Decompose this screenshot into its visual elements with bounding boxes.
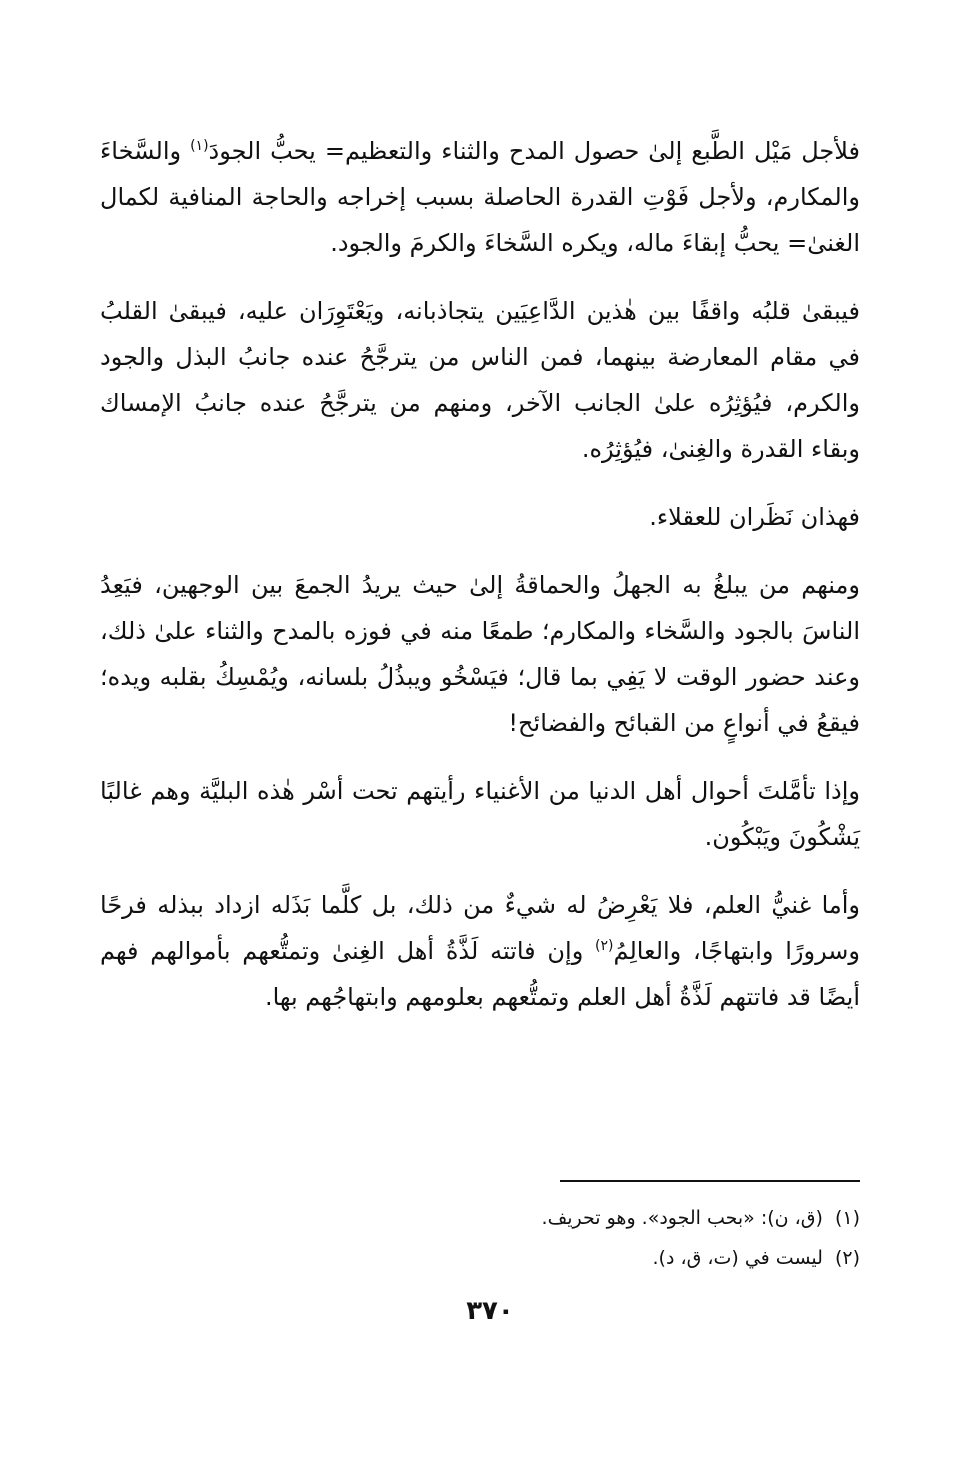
- footnote-2-number: (٢): [834, 1247, 860, 1269]
- paragraph-3: فهذان نَظَران للعقلاء.: [649, 503, 860, 531]
- footnote-1-text: (ق، ن): «بحب الجود». وهو تحريف.: [541, 1207, 823, 1229]
- footnote-2-text: ليست في (ت، ق، د).: [652, 1247, 823, 1269]
- main-text: [100, 128, 860, 1020]
- paragraph-1: [100, 128, 860, 266]
- footnotes: [100, 1198, 860, 1278]
- paragraph-1-part-2: والسَّخاءَ والمكارم، ولأجل فَوْتِ القدرة الحاصلة بسبب إخراجه والحاجة المنافية لكمال الغنىٰ= يحبُّ إبقاءَ ماله، ويكره السَّخاءَ والكرمَ والجود.: [100, 137, 860, 257]
- paragraph-5: وإذا تأمَّلتَ أحوال أهل الدنيا من الأغنياء رأيتهم تحت أسْر هٰذه البليَّة وهم غالبًا يَشْكُونَ ويَبْكُون.: [100, 777, 860, 851]
- paragraph-4: ومنهم من يبلغُ به الجهلُ والحماقةُ إلىٰ حيث يريدُ الجمعَ بين الوجهين، فيَعِدُ الناسَ بالجود والسَّخاء والمكارم؛ طمعًا منه في فوزه بالمدح والثناء علىٰ ذلك، وعند حضور الوقت لا يَفِي بما قال؛ فيَسْخُو ويبذُلُ بلسانه، ويُمْسِكُ بقلبه ويده؛ فيقعُ في أنواعٍ من القبائح والفضائح!: [100, 571, 860, 737]
- footnote-1-number: (١): [834, 1207, 860, 1229]
- paragraph-1-part-1: فلأجل مَيْل الطَّبع إلىٰ حصول المدح والثناء والتعظيم= يحبُّ الجودَ: [208, 137, 861, 165]
- footnote-ref-1: (١): [190, 138, 209, 154]
- footnote-2: [100, 1238, 860, 1278]
- footnote-1: [100, 1198, 860, 1238]
- paragraph-2: فيبقىٰ قلبُه واقفًا بين هٰذين الدَّاعِيَين يتجاذبانه، ويَعْتَوِرَان عليه، فيبقىٰ القلبُ في مقام المعارضة بينهما، فمن الناس من يترجَّحُ عنده جانبُ البذل والجود والكرم، فيُؤثِرُه علىٰ الجانب الآخر، ومنهم من يترجَّحُ عنده جانبُ الإمساك وبقاء القدرة والغِنىٰ، فيُؤثِرُه.: [100, 297, 860, 463]
- page-number: ٣٧٠: [466, 1296, 514, 1326]
- paragraph-6: [100, 882, 860, 1020]
- footnote-separator: [560, 1180, 860, 1182]
- paragraph-6-part-2: وإن فاتته لَذَّةُ أهل الغِنىٰ وتمتُّعهم بأموالهم فهم أيضًا قد فاتتهم لَذَّةُ أهل العلم وتمتُّعهم بعلومهم وابتهاجُهم بها.: [100, 937, 860, 1011]
- footnote-ref-2: (٢): [595, 938, 614, 954]
- paragraph-6-part-1: وأما غنيُّ العلم، فلا يَعْرِضُ له شيءٌ من ذلك، بل كلَّما بَذَله ازداد ببذله فرحًا وسرورًا وابتهاجًا، والعالِمُ: [100, 891, 861, 965]
